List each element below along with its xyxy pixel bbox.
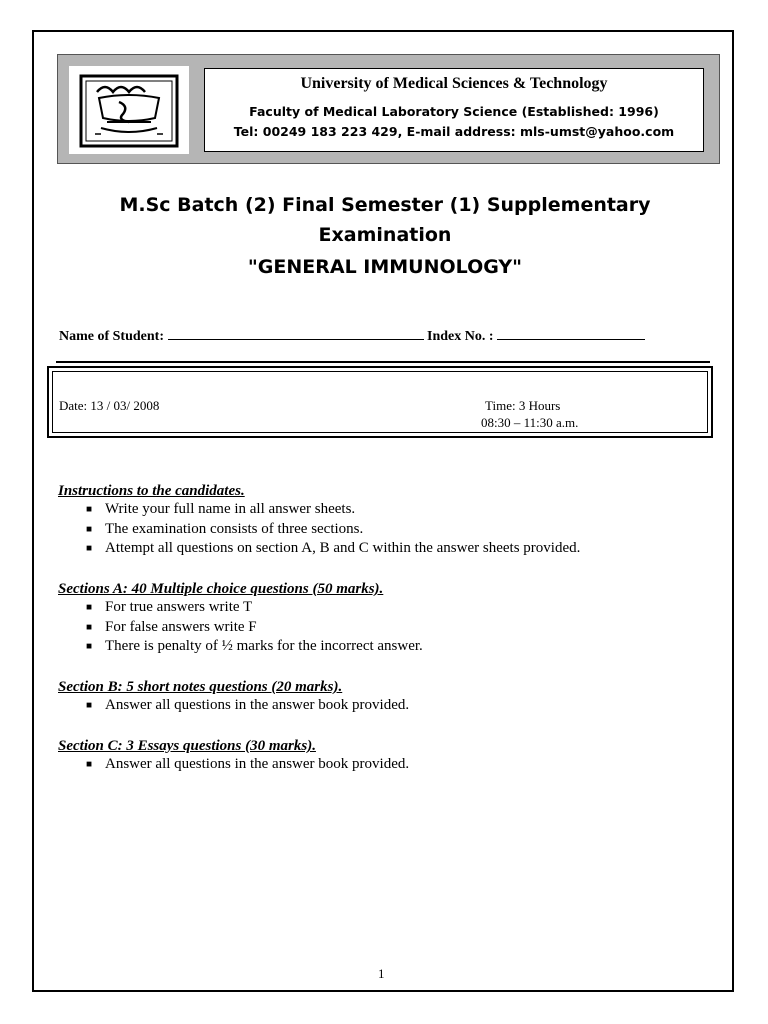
page-number: 1 [378,966,385,981]
student-name-field[interactable] [168,325,424,340]
bullet-icon: ■ [86,602,93,613]
bullet-icon: ■ [86,523,93,535]
exam-date: Date: 13 / 03/ 2008 [59,398,160,413]
schedule-box-inner [52,371,708,433]
section-b-heading: Section B: 5 short notes questions (20 marks). [58,679,343,695]
student-fields [59,325,645,345]
faculty-name: Faculty of Medical Laboratory Science (Established: 1996) [249,104,659,119]
list-item-text: Answer all questions in the answer book provided. [105,756,410,772]
list-item-text: Attempt all questions on section A, B and C within the answer sheets provided. [105,540,581,556]
bullet-icon: ■ [86,700,93,711]
exam-subject: "GENERAL IMMUNOLOGY" [247,256,523,278]
instructions-heading: Instructions to the candidates. [58,483,245,499]
list-item [86,755,409,775]
instructions-section [58,483,580,559]
bullet-icon: ■ [86,621,93,633]
section-b [58,679,409,716]
section-a-list [58,598,423,657]
list-item [86,696,409,716]
university-crest-icon [77,72,181,150]
exam-duration: Time: 3 Hours [485,398,561,413]
exam-title: M.Sc Batch (2) Final Semester (1) Supplementary [119,194,651,216]
list-item [86,500,580,520]
section-a-heading: Sections A: 40 Multiple choice questions (50 marks). [58,581,384,597]
list-item [86,618,423,638]
section-a [58,581,423,657]
institution-info [204,68,704,152]
instructions-list [58,500,580,559]
university-logo [69,66,189,154]
list-item-text: Write your full name in all answer sheets. [105,501,356,517]
exam-title-continued: Examination [318,224,452,246]
list-item-text: There is penalty of ½ marks for the incorrect answer. [105,638,423,654]
section-c [58,738,409,775]
bullet-icon: ■ [86,543,93,554]
bullet-icon: ■ [86,504,93,515]
student-name-label: Name of Student: [59,329,164,344]
section-b-list [58,696,409,716]
list-item [86,539,580,559]
list-item-text: For true answers write T [105,599,253,615]
bullet-icon: ■ [86,641,93,652]
bullet-icon: ■ [86,759,93,770]
index-number-field[interactable] [497,325,645,340]
exam-time-range: 08:30 – 11:30 a.m. [481,415,579,430]
list-item [86,598,423,618]
list-item-text: The examination consists of three sections. [105,520,364,537]
list-item-text: Answer all questions in the answer book provided. [105,697,410,713]
university-name: University of Medical Sciences & Technology [300,75,608,92]
section-c-list [58,755,409,775]
index-number-label: Index No. : [427,329,494,344]
section-c-heading: Section C: 3 Essays questions (30 marks). [58,738,316,754]
list-item-text: For false answers write F [105,618,257,635]
divider [56,361,710,363]
list-item [86,520,580,540]
list-item [86,637,423,657]
contact-details: Tel: 00249 183 223 429, E-mail address: mls-umst@yahoo.com [233,124,675,139]
